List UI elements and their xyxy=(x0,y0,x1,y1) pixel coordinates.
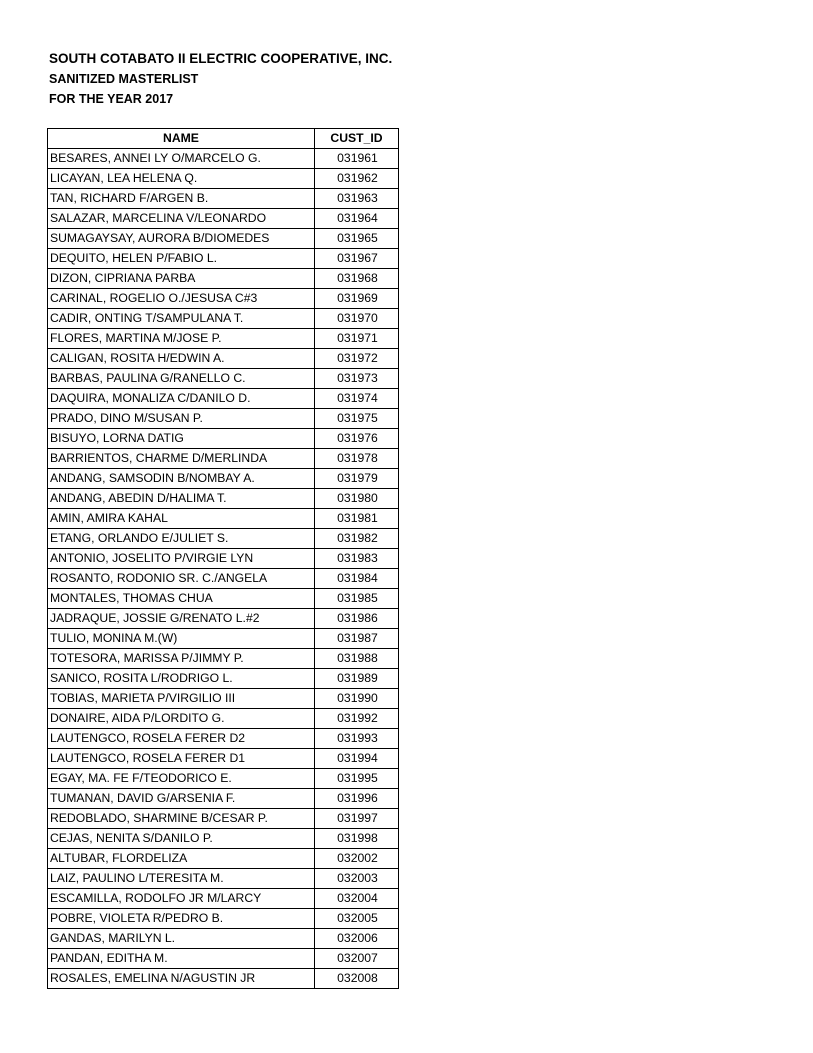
company-title: SOUTH COTABATO II ELECTRIC COOPERATIVE, INC. xyxy=(49,51,393,66)
table-row xyxy=(48,209,399,229)
table-row xyxy=(48,809,399,829)
customer-id-cell: 031973 xyxy=(315,369,399,389)
customer-name-cell: TOTESORA, MARISSA P/JIMMY P. xyxy=(48,649,315,669)
customer-id-cell: 031997 xyxy=(315,809,399,829)
customer-name-cell: CALIGAN, ROSITA H/EDWIN A. xyxy=(48,349,315,369)
customer-id-cell: 032006 xyxy=(315,929,399,949)
table-row xyxy=(48,789,399,809)
customer-name-cell: CADIR, ONTING T/SAMPULANA T. xyxy=(48,309,315,329)
table-row xyxy=(48,409,399,429)
customer-name-cell: REDOBLADO, SHARMINE B/CESAR P. xyxy=(48,809,315,829)
customer-name-cell: BESARES, ANNEI LY O/MARCELO G. xyxy=(48,149,315,169)
customer-name-cell: PANDAN, EDITHA M. xyxy=(48,949,315,969)
table-row xyxy=(48,729,399,749)
table-row xyxy=(48,429,399,449)
table-row xyxy=(48,949,399,969)
customer-name-cell: TULIO, MONINA M.(W) xyxy=(48,629,315,649)
customer-id-cell: 031994 xyxy=(315,749,399,769)
customer-id-cell: 031989 xyxy=(315,669,399,689)
table-row xyxy=(48,529,399,549)
customer-id-cell: 031992 xyxy=(315,709,399,729)
customer-name-cell: EGAY, MA. FE F/TEODORICO E. xyxy=(48,769,315,789)
table-row xyxy=(48,829,399,849)
customer-id-cell: 032002 xyxy=(315,849,399,869)
table-row xyxy=(48,929,399,949)
customer-id-cell: 031987 xyxy=(315,629,399,649)
customer-name-cell: ALTUBAR, FLORDELIZA xyxy=(48,849,315,869)
table-row xyxy=(48,169,399,189)
table-row xyxy=(48,769,399,789)
customer-name-cell: AMIN, AMIRA KAHAL xyxy=(48,509,315,529)
customer-id-cell: 031972 xyxy=(315,349,399,369)
document-header xyxy=(49,49,392,109)
customer-name-cell: SALAZAR, MARCELINA V/LEONARDO xyxy=(48,209,315,229)
customer-name-cell: ESCAMILLA, RODOLFO JR M/LARCY xyxy=(48,889,315,909)
customer-name-cell: BARRIENTOS, CHARME D/MERLINDA xyxy=(48,449,315,469)
table-row xyxy=(48,389,399,409)
customer-name-cell: DAQUIRA, MONALIZA C/DANILO D. xyxy=(48,389,315,409)
table-row xyxy=(48,609,399,629)
customer-id-cell: 031979 xyxy=(315,469,399,489)
customer-name-cell: LAIZ, PAULINO L/TERESITA M. xyxy=(48,869,315,889)
customer-name-cell: LAUTENGCO, ROSELA FERER D2 xyxy=(48,729,315,749)
table-row xyxy=(48,909,399,929)
customer-name-cell: TOBIAS, MARIETA P/VIRGILIO III xyxy=(48,689,315,709)
year-line: FOR THE YEAR 2017 xyxy=(49,92,174,106)
customer-name-cell: LAUTENGCO, ROSELA FERER D1 xyxy=(48,749,315,769)
table-row xyxy=(48,649,399,669)
customer-name-cell: CARINAL, ROGELIO O./JESUSA C#3 xyxy=(48,289,315,309)
customer-name-cell: ANDANG, SAMSODIN B/NOMBAY A. xyxy=(48,469,315,489)
customer-id-cell: 031961 xyxy=(315,149,399,169)
table-row xyxy=(48,589,399,609)
customer-id-cell: 031976 xyxy=(315,429,399,449)
table-row xyxy=(48,629,399,649)
document-subtitle: SANITIZED MASTERLIST xyxy=(49,72,199,86)
customer-name-cell: ETANG, ORLANDO E/JULIET S. xyxy=(48,529,315,549)
customer-name-cell: TAN, RICHARD F/ARGEN B. xyxy=(48,189,315,209)
customer-id-cell: 031982 xyxy=(315,529,399,549)
customer-name-cell: FLORES, MARTINA M/JOSE P. xyxy=(48,329,315,349)
customer-name-cell: CEJAS, NENITA S/DANILO P. xyxy=(48,829,315,849)
customer-name-cell: BISUYO, LORNA DATIG xyxy=(48,429,315,449)
customer-id-cell: 031996 xyxy=(315,789,399,809)
customer-name-cell: ROSANTO, RODONIO SR. C./ANGELA xyxy=(48,569,315,589)
table-row xyxy=(48,569,399,589)
table-row xyxy=(48,849,399,869)
customer-id-cell: 032003 xyxy=(315,869,399,889)
customer-name-cell: DEQUITO, HELEN P/FABIO L. xyxy=(48,249,315,269)
table-row xyxy=(48,889,399,909)
customer-name-cell: PRADO, DINO M/SUSAN P. xyxy=(48,409,315,429)
customer-id-cell: 031986 xyxy=(315,609,399,629)
customer-name-cell: DIZON, CIPRIANA PARBA xyxy=(48,269,315,289)
customer-name-cell: ANTONIO, JOSELITO P/VIRGIE LYN xyxy=(48,549,315,569)
table-row xyxy=(48,749,399,769)
table-row xyxy=(48,329,399,349)
customer-id-cell: 032007 xyxy=(315,949,399,969)
table-row xyxy=(48,709,399,729)
customer-id-cell: 031981 xyxy=(315,509,399,529)
customer-name-cell: MONTALES, THOMAS CHUA xyxy=(48,589,315,609)
customer-id-cell: 031985 xyxy=(315,589,399,609)
table-header-row xyxy=(48,129,399,149)
customer-id-cell: 031964 xyxy=(315,209,399,229)
table-row xyxy=(48,669,399,689)
customer-name-cell: SUMAGAYSAY, AURORA B/DIOMEDES xyxy=(48,229,315,249)
table-row xyxy=(48,549,399,569)
column-header-name: NAME xyxy=(48,129,315,149)
customer-name-cell: LICAYAN, LEA HELENA Q. xyxy=(48,169,315,189)
customer-name-cell: SANICO, ROSITA L/RODRIGO L. xyxy=(48,669,315,689)
table-row xyxy=(48,189,399,209)
customer-id-cell: 031995 xyxy=(315,769,399,789)
customer-id-cell: 031983 xyxy=(315,549,399,569)
customer-id-cell: 031984 xyxy=(315,569,399,589)
table-row xyxy=(48,149,399,169)
table-row xyxy=(48,249,399,269)
table-row xyxy=(48,469,399,489)
customer-id-cell: 031988 xyxy=(315,649,399,669)
masterlist-table xyxy=(47,128,399,989)
customer-name-cell: POBRE, VIOLETA R/PEDRO B. xyxy=(48,909,315,929)
customer-name-cell: TUMANAN, DAVID G/ARSENIA F. xyxy=(48,789,315,809)
customer-id-cell: 031998 xyxy=(315,829,399,849)
customer-id-cell: 031980 xyxy=(315,489,399,509)
customer-id-cell: 031968 xyxy=(315,269,399,289)
customer-id-cell: 031971 xyxy=(315,329,399,349)
customer-name-cell: ROSALES, EMELINA N/AGUSTIN JR xyxy=(48,969,315,989)
table-row xyxy=(48,449,399,469)
customer-name-cell: DONAIRE, AIDA P/LORDITO G. xyxy=(48,709,315,729)
customer-id-cell: 031975 xyxy=(315,409,399,429)
customer-id-cell: 031974 xyxy=(315,389,399,409)
table-body xyxy=(48,149,399,989)
customer-id-cell: 031970 xyxy=(315,309,399,329)
table-row xyxy=(48,489,399,509)
customer-id-cell: 031993 xyxy=(315,729,399,749)
customer-id-cell: 031990 xyxy=(315,689,399,709)
customer-id-cell: 032008 xyxy=(315,969,399,989)
table-row xyxy=(48,369,399,389)
table-row xyxy=(48,229,399,249)
customer-id-cell: 031967 xyxy=(315,249,399,269)
customer-id-cell: 031965 xyxy=(315,229,399,249)
customer-name-cell: GANDAS, MARILYN L. xyxy=(48,929,315,949)
customer-id-cell: 031963 xyxy=(315,189,399,209)
table-row xyxy=(48,349,399,369)
table-row xyxy=(48,269,399,289)
table-row xyxy=(48,309,399,329)
customer-id-cell: 032004 xyxy=(315,889,399,909)
table-row xyxy=(48,289,399,309)
table-row xyxy=(48,689,399,709)
column-header-cust-id: CUST_ID xyxy=(315,129,399,149)
customer-name-cell: BARBAS, PAULINA G/RANELLO C. xyxy=(48,369,315,389)
customer-id-cell: 031962 xyxy=(315,169,399,189)
table-row xyxy=(48,969,399,989)
customer-id-cell: 031978 xyxy=(315,449,399,469)
table-row xyxy=(48,869,399,889)
table-row xyxy=(48,509,399,529)
customer-name-cell: ANDANG, ABEDIN D/HALIMA T. xyxy=(48,489,315,509)
customer-id-cell: 032005 xyxy=(315,909,399,929)
customer-id-cell: 031969 xyxy=(315,289,399,309)
customer-name-cell: JADRAQUE, JOSSIE G/RENATO L.#2 xyxy=(48,609,315,629)
